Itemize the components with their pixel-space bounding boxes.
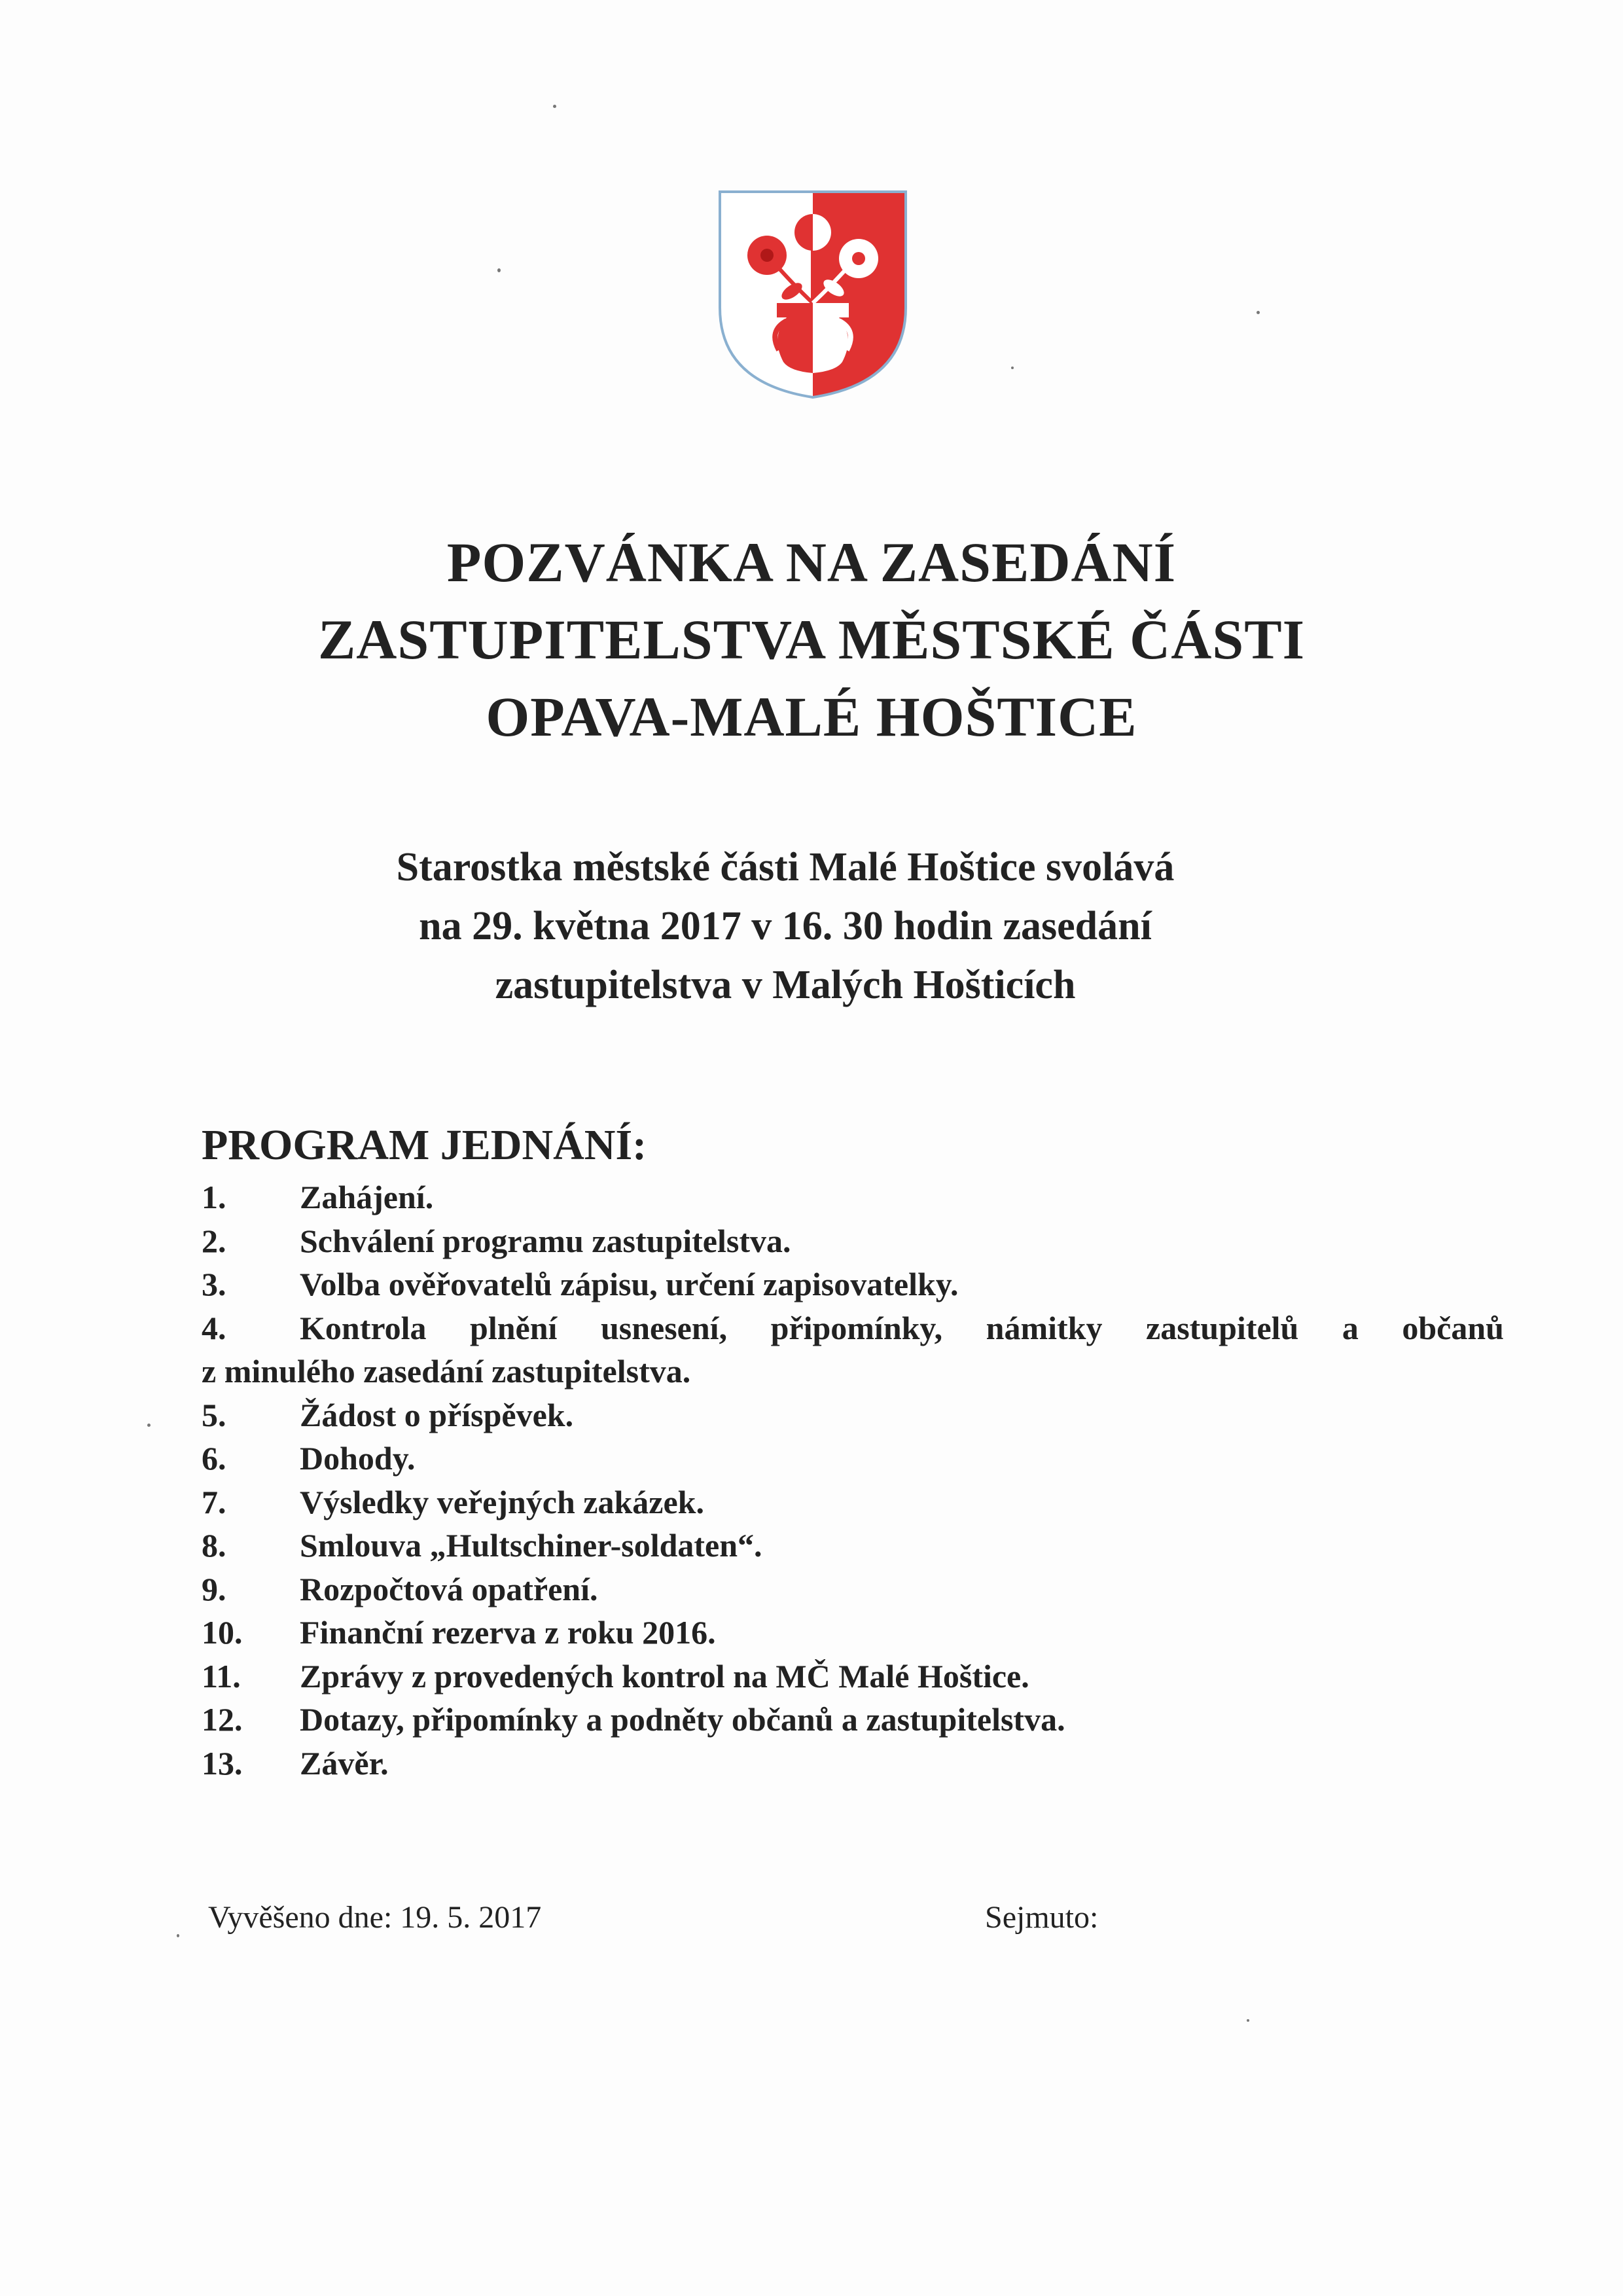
agenda-item-text: Volba ověřovatelů zápisu, určení zapisovatelky. [300,1266,959,1302]
title-line-1: POZVÁNKA NA ZASEDÁNÍ [446,531,1177,594]
agenda-item [202,1611,1504,1655]
intro-line-3: zastupitelstva v Malých Hošticích [495,963,1076,1007]
scan-speck [177,1934,179,1937]
agenda-item [202,1219,1504,1263]
agenda-item [202,1306,1504,1350]
program-heading: PROGRAM JEDNÁNÍ: [202,1121,647,1169]
scan-speck [1257,311,1260,314]
agenda-item [202,1742,1504,1785]
agenda-item-text: Žádost o příspěvek. [300,1396,574,1433]
agenda-item-text: Finanční rezerva z roku 2016. [300,1614,716,1651]
agenda-item-number: 6. [202,1440,226,1477]
scan-speck [1011,367,1014,369]
agenda-item-number: 9. [202,1570,226,1607]
agenda-item [202,1263,1504,1306]
agenda-item-text: Schválení programu zastupitelstva. [300,1222,791,1259]
document-title [0,524,1623,755]
agenda-item [202,1568,1504,1611]
agenda-item-number: 4. [202,1309,226,1346]
agenda-item [202,1480,1504,1524]
intro-line-2: na 29. května 2017 v 16. 30 hodin zasedání [419,904,1152,948]
scan-speck [553,105,556,108]
coat-of-arms-icon [715,187,911,403]
agenda-item [202,1393,1504,1437]
scan-speck [147,1424,151,1427]
intro-paragraph [0,838,1571,1014]
agenda-item-text: Kontrola plnění usnesení, připomínky, námitky zastupitelů a občanů [300,1309,1504,1346]
agenda-item-number: 12. [202,1701,243,1738]
agenda-item-number: 7. [202,1483,226,1520]
agenda-item-text: Smlouva „Hultschiner-soldaten“. [300,1527,762,1564]
agenda-item-text: Dotazy, připomínky a podněty občanů a zastupitelstva. [300,1701,1065,1738]
scan-speck [497,268,501,272]
agenda-item-number: 2. [202,1222,226,1259]
removed-date: Sejmuto: [985,1900,1099,1935]
intro-line-1: Starostka městské části Malé Hoštice svolává [396,845,1175,889]
agenda-item-number: 3. [202,1266,226,1302]
agenda-item [202,1437,1504,1480]
agenda-item-number: 8. [202,1527,226,1564]
agenda-list [202,1175,1504,1785]
agenda-item [202,1524,1504,1568]
agenda-item-number: 13. [202,1744,243,1782]
agenda-item-text: Závěr. [300,1744,389,1782]
scan-speck [1247,2019,1249,2022]
agenda-item-text: Zahájení. [300,1179,434,1215]
agenda-item [202,1698,1504,1742]
agenda-item-text: Výsledky veřejných zakázek. [300,1483,704,1520]
agenda-item-continuation: z minulého zasedání zastupitelstva. [202,1353,691,1390]
agenda-item-text: Dohody. [300,1440,416,1477]
title-line-2: ZASTUPITELSTVA MĚSTSKÉ ČÁSTI [317,608,1306,671]
agenda-item-number: 10. [202,1614,243,1651]
agenda-item [202,1175,1504,1219]
agenda-item-number: 11. [202,1657,241,1695]
agenda-item-number: 5. [202,1396,226,1433]
agenda-item-number: 1. [202,1179,226,1215]
agenda-item [202,1655,1504,1698]
posted-date: Vyvěšeno dne: 19. 5. 2017 [208,1900,542,1935]
agenda-item-text: Rozpočtová opatření. [300,1570,598,1607]
title-line-3: OPAVA-MALÉ HOŠTICE [486,685,1137,748]
agenda-item-text: Zprávy z provedených kontrol na MČ Malé Hoštice. [300,1657,1029,1695]
